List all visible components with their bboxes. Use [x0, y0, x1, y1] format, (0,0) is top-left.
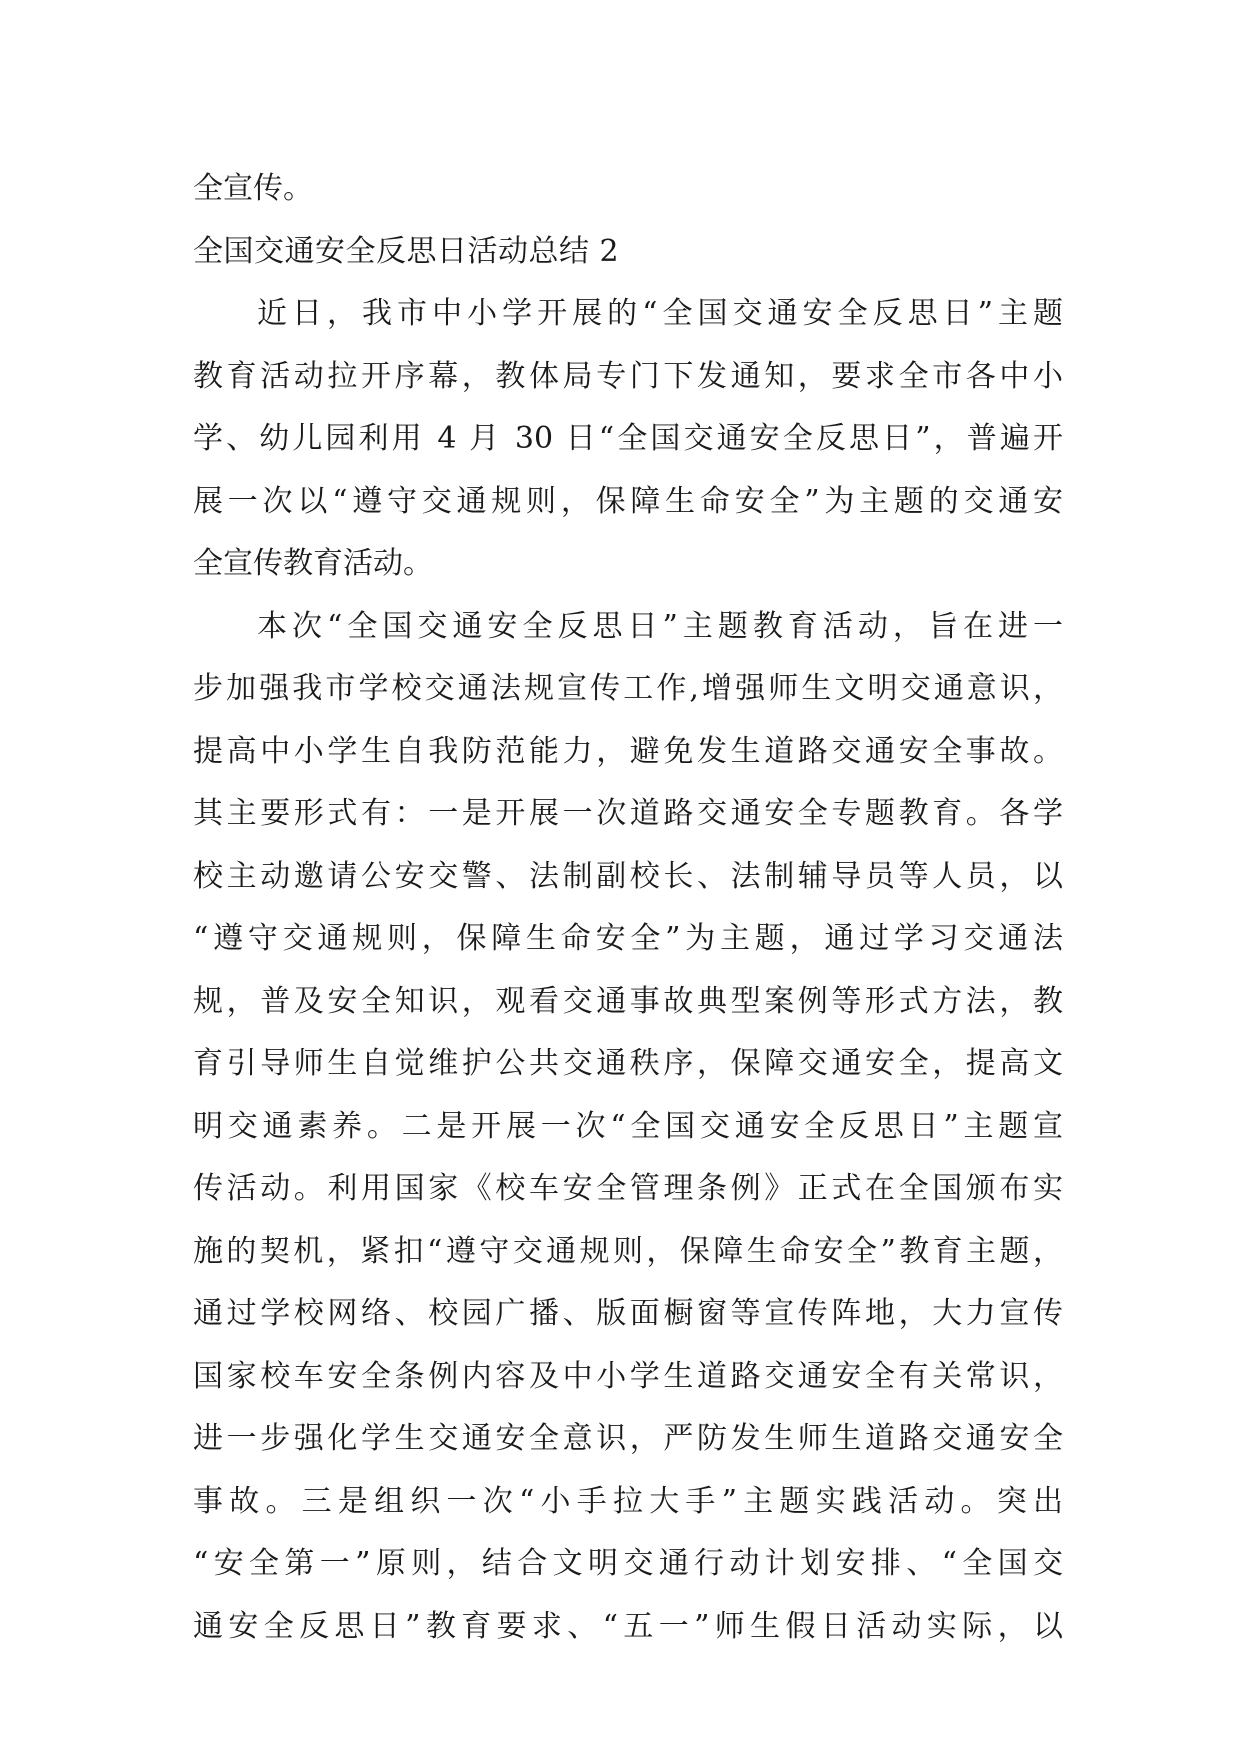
paragraph-line: 进一步强化学生交通安全意识，严防发生师生道路交通安全 [193, 1421, 1063, 1456]
paragraph-2 [193, 596, 1063, 1659]
paragraph-line: 通过学校网络、校园广播、版面橱窗等宣传阵地，大力宣传 [193, 1296, 1063, 1331]
paragraph-line: 全宣传教育活动。 [193, 546, 433, 581]
paragraph-line: 步加强我市学校交通法规宣传工作,增强师生文明交通意识， [193, 671, 1063, 706]
paragraph-line: 传活动。利用国家《校车安全管理条例》正式在全国颁布实 [193, 1171, 1063, 1206]
paragraph-line: 本次“全国交通安全反思日”主题教育活动，旨在进一 [257, 608, 1063, 644]
paragraph-line: 规，普及安全知识，观看交通事故典型案例等形式方法，教 [193, 983, 1063, 1019]
document-body [193, 158, 1063, 1658]
paragraph-line: 展一次以“遵守交通规则，保障生命安全”为主题的交通安 [193, 483, 1063, 519]
paragraph-line: “遵守交通规则，保障生命安全”为主题，通过学习交通法 [193, 921, 1063, 956]
paragraph-1 [193, 283, 1063, 596]
section-heading: 全国交通安全反思日活动总结 2 [193, 233, 620, 269]
paragraph-line: 事故。三是组织一次“小手拉大手”主题实践活动。突出 [193, 1483, 1063, 1519]
paragraph-line: 校主动邀请公安交警、法制副校长、法制辅导员等人员，以 [193, 858, 1063, 894]
paragraph-line: 国家校车安全条例内容及中小学生道路交通安全有关常识， [193, 1358, 1063, 1394]
paragraph-line: 近日，我市中小学开展的“全国交通安全反思日”主题 [257, 296, 1063, 331]
paragraph-line: 学、幼儿园利用 4 月 30 日“全国交通安全反思日”，普遍开 [193, 421, 1063, 456]
paragraph-line: 教育活动拉开序幕，教体局专门下发通知，要求全市各中小 [193, 358, 1063, 394]
paragraph-line: 通安全反思日”教育要求、“五一”师生假日活动实际，以 [193, 1608, 1063, 1644]
paragraph-line: 明交通素养。二是开展一次“全国交通安全反思日”主题宣 [193, 1108, 1063, 1144]
paragraph-line: 其主要形式有：一是开展一次道路交通安全专题教育。各学 [193, 796, 1063, 831]
paragraph-line: 育引导师生自觉维护公共交通秩序，保障交通安全，提高文 [193, 1046, 1063, 1081]
paragraph-line: “安全第一”原则，结合文明交通行动计划安排、“全国交 [193, 1546, 1063, 1581]
previous-section-tail: 全宣传。 [193, 171, 313, 206]
paragraph-line: 提高中小学生自我防范能力，避免发生道路交通安全事故。 [193, 733, 1063, 769]
paragraph-line: 施的契机，紧扣“遵守交通规则，保障生命安全”教育主题， [193, 1233, 1063, 1269]
